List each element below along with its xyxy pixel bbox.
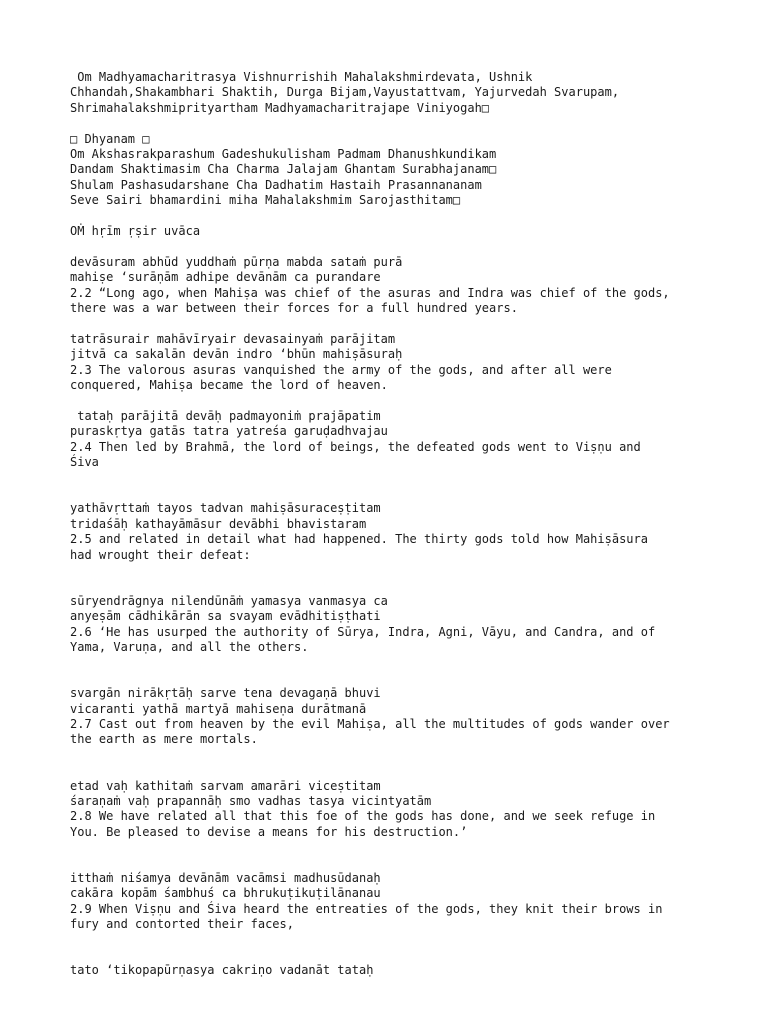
verse-translation: 2.3 The valorous asuras vanquished the army of the gods, and after all were xyxy=(70,362,612,377)
verse-2-10 xyxy=(70,963,760,978)
verse-translation: You. Be pleased to devise a means for his destruction.’ xyxy=(70,824,468,839)
dhyanam-title: □ Dhyanam □ xyxy=(70,131,150,146)
verse-line: jitvā ca sakalān devān indro ‘bhūn mahiṣāsuraḥ xyxy=(70,347,403,362)
verse-2-2 xyxy=(70,255,760,317)
verse-translation: 2.7 Cast out from heaven by the evil Mahiṣa, all the multitudes of gods wander over xyxy=(70,716,670,731)
verse-translation: there was a war between their forces for a full hundred years. xyxy=(70,301,518,316)
verse-line: mahiṣe ‘surāṇām adhipe devānām ca purandare xyxy=(70,270,381,285)
verse-line: yathāvṛttaṁ tayos tadvan mahiṣāsuraceṣṭitam xyxy=(70,501,381,516)
verse-2-6 xyxy=(70,594,760,656)
section-heading: OṀ hṛīm ṛṣir uvāca xyxy=(70,224,201,239)
dhyanam-line: Seve Sairi bhamardini miha Mahalakshmim Sarojasthitam□ xyxy=(70,193,461,208)
document-page xyxy=(70,70,760,979)
verse-translation: 2.5 and related in detail what had happened. The thirty gods told how Mahiṣāsura xyxy=(70,532,648,547)
verse-line: cakāra kopām śambhuś ca bhrukuṭikuṭilānanau xyxy=(70,886,381,901)
verse-line: tridaśāḥ kathayāmāsur devābhi bhavistaram xyxy=(70,516,367,531)
verse-line: itthaṁ niśamya devānām vacāmsi madhusūdanaḥ xyxy=(70,870,381,885)
verse-line: tataḥ parājitā devāḥ padmayoniṁ prajāpatim xyxy=(70,408,381,423)
verse-translation: Yama, Varuṇa, and all the others. xyxy=(70,639,309,654)
verse-translation: 2.2 “Long ago, when Mahiṣa was chief of the asuras and Indra was chief of the gods, xyxy=(70,285,670,300)
verse-translation: 2.8 We have related all that this foe of the gods has done, and we seek refuge in xyxy=(70,809,656,824)
verse-translation: Śiva xyxy=(70,455,99,470)
invocation-line: Chhandah,Shakambhari Shaktih, Durga Bijam,Vayustattvam, Yajurvedah Svarupam, xyxy=(70,85,620,100)
verse-line: vicaranti yathā martyā mahiseṇa durātmanā xyxy=(70,701,367,716)
invocation-line: Om Madhyamacharitrasya Vishnurrishih Mahalakshmirdevata, Ushnik xyxy=(70,70,533,84)
verse-line: sūryendrāgnya nilendūnāṁ yamasya vanmasya ca xyxy=(70,593,388,608)
verse-2-4 xyxy=(70,409,760,471)
verse-translation: 2.6 ‘He has usurped the authority of Sūrya, Indra, Agni, Vāyu, and Candra, and of xyxy=(70,624,656,639)
verse-line: śaraṇaṁ vaḥ prapannāḥ smo vadhas tasya vicintyatām xyxy=(70,793,432,808)
dhyanam-line: Shulam Pashasudarshane Cha Dadhatim Hastaih Prasannananam xyxy=(70,177,482,192)
verse-translation: 2.4 Then led by Brahmā, the lord of beings, the defeated gods went to Viṣṇu and xyxy=(70,439,641,454)
invocation-paragraph xyxy=(70,70,760,116)
dhyanam-line: Dandam Shaktimasim Cha Charma Jalajam Ghantam Surabhajanam□ xyxy=(70,162,497,177)
verse-line: tato ‘tikopapūrṇasya cakriṇo vadanāt tataḥ xyxy=(70,963,374,978)
dhyanam-paragraph xyxy=(70,132,760,209)
verse-translation: conquered, Mahiṣa became the lord of heaven. xyxy=(70,378,388,393)
verse-line: svargān nirākṛtāḥ sarve tena devagaṇā bhuvi xyxy=(70,686,381,701)
verse-line: devāsuram abhūd yuddhaṁ pūrṇa mabda sataṁ purā xyxy=(70,254,403,269)
verse-line: anyeṣām cādhikārān sa svayam evādhitiṣṭhati xyxy=(70,609,381,624)
dhyanam-line: Om Akshasrakparashum Gadeshukulisham Padmam Dhanushkundikam xyxy=(70,147,497,162)
verse-2-8 xyxy=(70,779,760,841)
invocation-line: Shrimahalakshmiprityartham Madhyamacharitrajape Viniyogah□ xyxy=(70,100,490,115)
verse-2-7 xyxy=(70,686,760,748)
verse-translation: had wrought their defeat: xyxy=(70,547,251,562)
verse-2-9 xyxy=(70,871,760,933)
verse-line: etad vaḥ kathitaṁ sarvam amarāri viceṣtitam xyxy=(70,778,381,793)
verse-2-5 xyxy=(70,501,760,563)
verse-line: puraskṛtya gatās tatra yatreśa garuḍadhvajau xyxy=(70,424,388,439)
verse-translation: the earth as mere mortals. xyxy=(70,732,258,747)
verse-translation: fury and contorted their faces, xyxy=(70,917,294,932)
verse-translation: 2.9 When Viṣṇu and Śiva heard the entreaties of the gods, they knit their brows in xyxy=(70,901,663,916)
verse-2-3 xyxy=(70,332,760,394)
verse-line: tatrāsurair mahāvīryair devasainyaṁ parājitam xyxy=(70,331,396,346)
